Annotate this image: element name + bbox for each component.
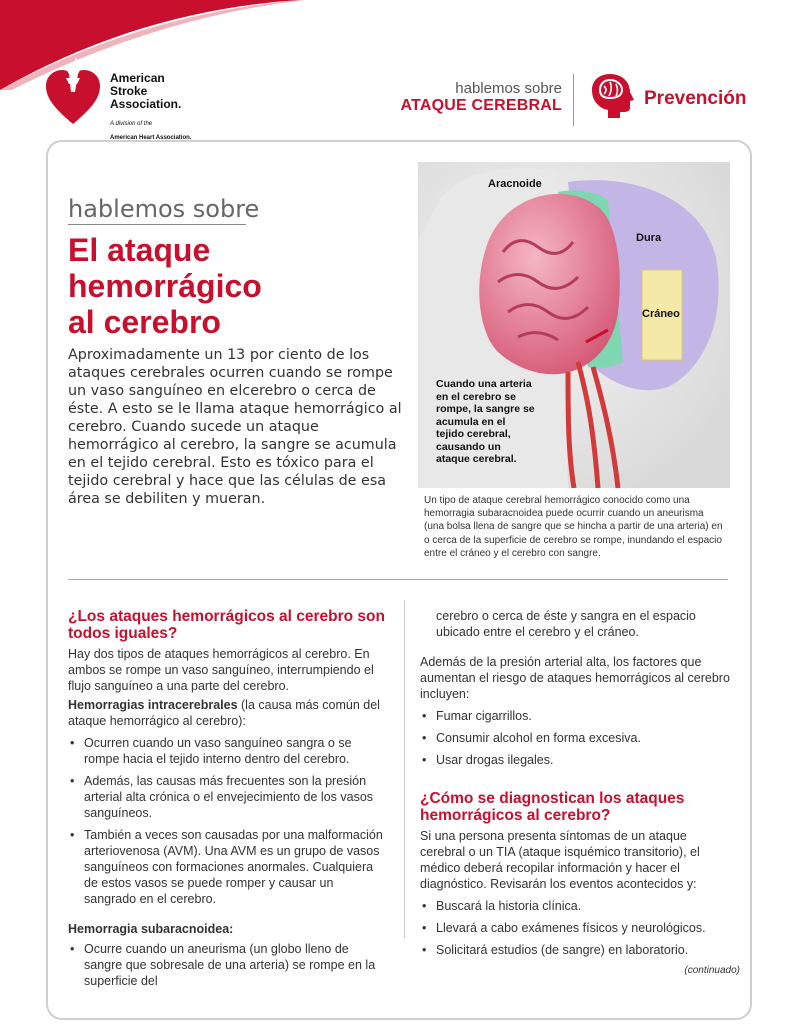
series-line2: ATAQUE CEREBRAL bbox=[400, 97, 562, 114]
risk-list bbox=[420, 708, 732, 768]
diagnosis-list bbox=[420, 898, 732, 958]
list-item: • Buscará la historia clínica. bbox=[420, 898, 732, 914]
title-line-2: hemorrágico bbox=[68, 268, 262, 304]
list-item: • Llevará a cabo exámenes físicos y neurológicos. bbox=[420, 920, 732, 936]
logo-subtitle bbox=[110, 114, 191, 142]
right-column bbox=[420, 608, 732, 964]
title-line-3: al cerebro bbox=[68, 304, 221, 340]
page-title bbox=[68, 232, 368, 340]
logo-sub-line1: A division of the bbox=[110, 121, 153, 127]
left-column bbox=[68, 608, 388, 995]
heart-torch-icon bbox=[44, 58, 102, 128]
risk-intro: Además de la presión arterial alta, los factores que aumentan el riesgo de ataques hemorrágicos al cerebro incluyen: bbox=[420, 655, 730, 701]
series-title bbox=[400, 80, 562, 115]
list-item: • Ocurre cuando un aneurisma (un globo lleno de sangre que sobresale de una arteria) se rompe en la superficie del bbox=[68, 941, 388, 989]
label-dura: Dura bbox=[636, 232, 662, 244]
types-paragraph: Hay dos tipos de ataques hemorrágicos al cerebro. En ambos se rompe un vaso sanguíneo, interrumpiendo el flujo sanguíneo a una parte del cerebro. bbox=[68, 647, 374, 693]
label-arachnoid: Aracnoide bbox=[488, 178, 542, 190]
series-line1: hablemos sobre bbox=[455, 80, 562, 97]
intro-paragraph: Aproximadamente un 13 por ciento de los ataques cerebrales ocurren cuando se rompe un vaso sanguíneo en elcerebro o cerca de éste. A esto se le llama ataque hemorrágico al cerebro. Cuando sucede un ataque hemorrágico al cerebro, la sangre se acumula en el tejido cerebral. Esto es tóxico para el tejido cerebral y hace que las células de esa área se debiliten y mueran. bbox=[68, 347, 402, 507]
list-item: • Además, las causas más frecuentes son la presión arterial alta crónica o el envejecimiento de los vasos sanguíneos. bbox=[68, 773, 388, 821]
diagnosis-intro: Si una persona presenta síntomas de un ataque cerebral o un TIA (ataque isquémico transitorio), el médico deberá recopilar información y hacer el diagnóstico. Revisarán los eventos acontecidos y: bbox=[420, 829, 700, 891]
list-item: • Ocurren cuando un vaso sanguíneo sangra o se rompe hacia el tejido interno dentro del cerebro. bbox=[68, 735, 388, 767]
logo-name: American Stroke Association. bbox=[110, 71, 182, 111]
intracerebral-list bbox=[68, 735, 388, 907]
header-divider bbox=[573, 74, 574, 126]
intracerebral-term: Hemorragias intracerebrales bbox=[68, 698, 238, 712]
brain-head-icon bbox=[588, 72, 636, 120]
list-item: • Usar drogas ilegales. bbox=[420, 752, 732, 768]
list-item: • Fumar cigarrillos. bbox=[420, 708, 732, 724]
list-item: • Solicitará estudios (de sangre) en laboratorio. bbox=[420, 942, 732, 958]
column-divider bbox=[404, 600, 405, 938]
figure-caption: Un tipo de ataque cerebral hemorrágico conocido como una hemorragia subaracnoidea puede ocurrir cuando un aneurisma (una bolsa llena de sangre que se hincha a partir de una arteria) en o cerca de la superficie de cerebro se rompe, inundando el espacio entre el cráneo y el cerebro con sangre. bbox=[424, 495, 723, 559]
section-divider bbox=[68, 579, 728, 580]
figure-callout: Cuando una arteria en el cerebro se rompe, la sangre se acumula en el tejido cerebral, causando un ataque cerebral. bbox=[436, 378, 535, 465]
subarachnoid-heading: Hemorragia subaracnoidea: bbox=[68, 922, 234, 936]
intracerebral-intro bbox=[68, 697, 388, 729]
section-label: Prevención bbox=[644, 88, 747, 109]
heading-types: ¿Los ataques hemorrágicos al cerebro son todos iguales? bbox=[68, 608, 385, 642]
title-line-1: El ataque bbox=[68, 232, 211, 268]
continued-label: (continuado) bbox=[684, 965, 740, 976]
heading-diagnosis: ¿Cómo se diagnostican los ataques hemorrágicos al cerebro? bbox=[420, 790, 685, 824]
brain-illustration bbox=[418, 162, 730, 488]
subarachnoid-list bbox=[68, 941, 388, 989]
kicker: hablemos sobre bbox=[68, 195, 260, 223]
label-skull: Cráneo bbox=[642, 308, 680, 320]
list-item: • Consumir alcohol en forma excesiva. bbox=[420, 730, 732, 746]
kicker-underline bbox=[68, 224, 246, 225]
logo-sub-line2: American Heart Association. bbox=[110, 135, 192, 141]
continued-text: cerebro o cerca de éste y sangra en el espacio ubicado entre el cerebro y el cráneo. bbox=[436, 609, 696, 639]
intracerebral-desc: (la causa más común del ataque hemorrágico al cerebro): bbox=[68, 698, 380, 728]
list-item: • También a veces son causadas por una malformación arteriovenosa (AVM). Una AVM es un grupo de vasos sanguíneos con formaciones anormales. Cualquiera de estos vasos se puede romper y causar un sangrado en el cerebro. bbox=[68, 827, 388, 907]
asa-logo[interactable] bbox=[44, 58, 214, 141]
